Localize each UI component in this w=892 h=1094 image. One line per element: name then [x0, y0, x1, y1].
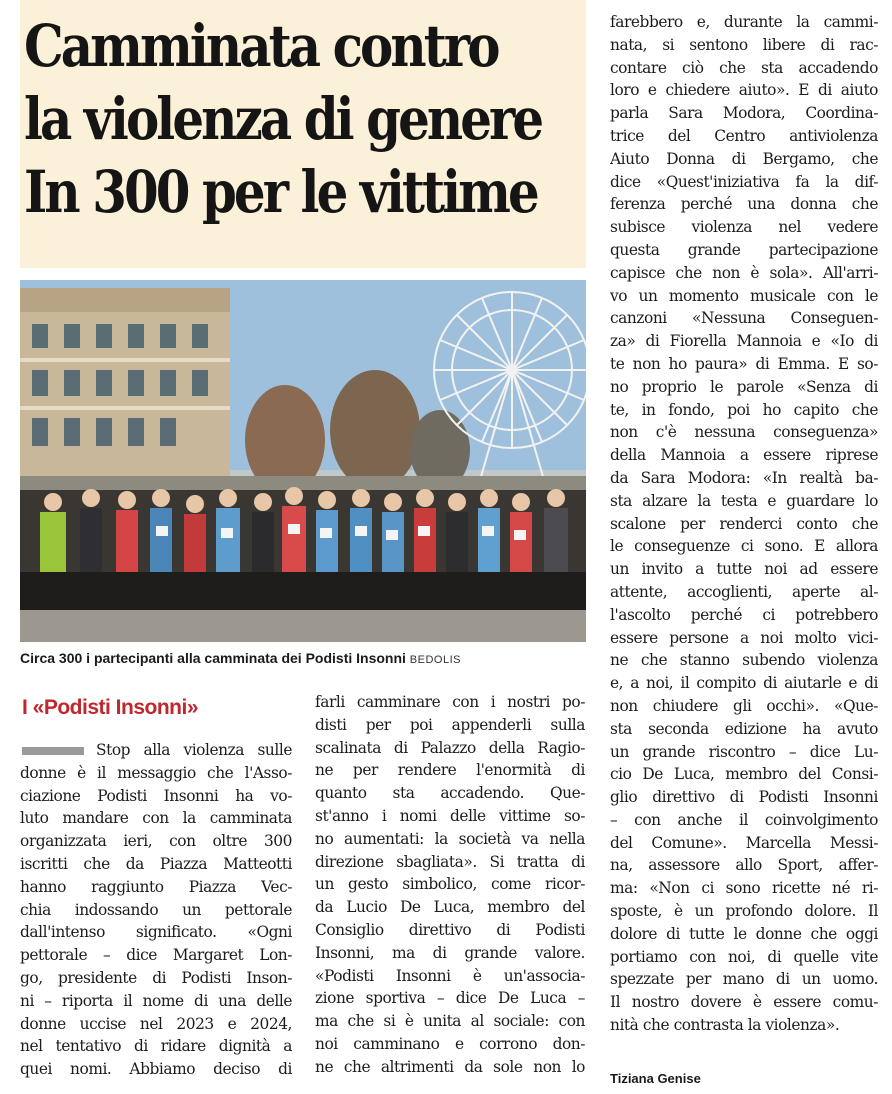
column-line: ferenza perché una donna che — [610, 195, 878, 214]
column-line: scalone per renderci conto che — [610, 514, 878, 533]
column-line: cio De Luca, membro del Consi- — [610, 765, 878, 784]
column-line: non c'è nessuna conseguenza» — [610, 423, 878, 442]
column-line: ni – riporta il nome di una delle — [20, 991, 292, 1010]
column-line: attente, accoglienti, aperte al- — [610, 582, 878, 601]
column-line: ne per rendere l'enormità di — [315, 761, 585, 780]
article-column-3 — [610, 11, 878, 1037]
column-line: direzione sbagliata». Si tratta di — [315, 852, 585, 871]
headline-line-1: Camminata contro — [24, 12, 498, 80]
column-line: un grande riscontro – dice Lu- — [610, 742, 878, 761]
column-line: na, assessore allo Sport, affer- — [610, 856, 878, 875]
author-signature: Tiziana Genise — [610, 1071, 701, 1086]
column-line: ne che stanno subendo violenza — [610, 651, 878, 670]
photo-caption — [20, 650, 590, 666]
column-line: l'ascolto perché ci potrebbero — [610, 605, 878, 624]
column-line: Stop alla violenza sulle — [96, 741, 292, 759]
column-line: ne che altrimenti da sole non lo — [315, 1057, 585, 1076]
column-line: essere persone a noi molto vici- — [610, 628, 878, 647]
column-line: te non ho paura» di Emma. E so- — [610, 354, 878, 373]
column-line: dice «Quest'iniziativa fa la dif- — [610, 172, 878, 191]
photo-credit: BEDOLIS — [409, 654, 461, 666]
column-line: zione sportiva – dice De Luca – — [315, 989, 585, 1008]
column-line: dolore di tutte le donne che oggi — [610, 924, 878, 943]
column-line: donne uccise nel 2023 e 2024, — [20, 1014, 292, 1033]
column-line: no proprio le parole «Senza di — [610, 377, 878, 396]
column-line: da Lucio De Luca, membro del — [315, 898, 585, 917]
column-line: un gesto simbolico, come ricor- — [315, 875, 585, 894]
column-line: un invito a tutte noi ad essere — [610, 560, 878, 579]
column-line: nità che contrasta la violenza». — [610, 1016, 840, 1035]
article-column-1 — [20, 739, 292, 1081]
column-line: e, a noi, il compito di aiutarle e di — [610, 674, 878, 693]
headline-line-2: la violenza di genere — [24, 85, 542, 153]
column-line: canzoni «Nessuna Conseguen- — [610, 309, 878, 328]
column-line: te, in fondo, poi ho capito che — [610, 400, 878, 419]
column-line: Insonni, ma di grande valore. — [315, 943, 585, 962]
headline-line-3: In 300 per le vittime — [24, 158, 537, 226]
column-line: farebbero e, durante la cammi- — [610, 13, 878, 31]
column-line: sta seconda edizione ha avuto — [610, 719, 878, 738]
column-line: organizzata ieri, con oltre 300 — [20, 832, 292, 851]
column-line: le conseguenze ci sono. E allora — [610, 537, 878, 556]
column-line: non chiudere gli occhi». «Que- — [610, 696, 878, 715]
column-line: trice del Centro antiviolenza — [610, 126, 878, 145]
column-line: ma che si è unita al sociale: con — [315, 1012, 585, 1031]
column-line: donne è il messaggio che l'Asso- — [20, 763, 292, 782]
column-line: luto mandare con la camminata — [20, 809, 292, 828]
column-line: quanto sta accadendo. Que- — [315, 784, 585, 803]
column-line: no aumentati: la società va nella — [315, 829, 585, 848]
column-line: pettorale – dice Margaret Lon- — [20, 946, 292, 965]
column-line: parla Sara Modora, Coordina- — [610, 104, 878, 123]
column-line: – con anche il coinvolgimento — [610, 810, 878, 829]
photo-illustration — [20, 280, 586, 642]
column-line: contare ciò che sta accadendo — [610, 58, 878, 77]
column-line: scalinata di Palazzo della Ragio- — [315, 738, 585, 757]
column-line: sta alzare la testa e guardare lo — [610, 491, 878, 510]
column-line: subisce violenza nel vedere — [610, 218, 878, 237]
column-line: del Comune». Marcella Messi- — [610, 833, 878, 852]
column-line: quei nomi. Abbiamo deciso di — [20, 1060, 292, 1079]
column-line: questa grande partecipazione — [610, 240, 878, 259]
column-line: disti per poi appenderli sulla — [315, 715, 585, 734]
column-line: portiamo con noi, di quelle vite — [610, 947, 878, 966]
column-line: nata, si sentono libere di rac- — [610, 35, 878, 54]
column-line: noi camminano e corrono don- — [315, 1034, 585, 1053]
article-photo — [20, 280, 586, 642]
column-line: chia indossando un pettorale — [20, 900, 292, 919]
column-line: Il nostro dovere è essere comu- — [610, 993, 878, 1012]
column-line: loro e chiedere aiuto». E di aiuto — [610, 81, 878, 100]
column-line: ma: «Non ci sono ricette né ri- — [610, 879, 878, 898]
section-title: I «Podisti Insonni» — [22, 696, 199, 719]
column-line: Consiglio direttivo di Podisti — [315, 920, 585, 939]
column-line: st'anno i nomi delle vittime so- — [315, 806, 585, 825]
column-line: Aiuto Donna di Bergamo, che — [610, 149, 878, 168]
caption-text: Circa 300 i partecipanti alla camminata dei Podisti Insonni — [20, 650, 406, 666]
article-column-2 — [315, 691, 585, 1079]
column-line: dall'intenso significato. «Ogni — [20, 923, 292, 942]
column-line: da Sara Modora: «In realtà ba- — [610, 468, 878, 487]
column-line: ciazione Podisti Insonni ha vo- — [20, 786, 292, 805]
column-line: nel tentativo di ridare dignità a — [20, 1037, 292, 1056]
headline — [24, 10, 542, 229]
column-line: della Mannoia a essere riprese — [610, 446, 878, 465]
column-line: glio direttivo di Podisti Insonni — [610, 788, 878, 807]
column-line: spezzate per mano di un uomo. — [610, 970, 878, 989]
column-line: za» di Fiorella Mannoia e «Io di — [610, 332, 878, 351]
column-line: sposte, è un profondo dolore. Il — [610, 902, 878, 921]
column-line: iscritti che da Piazza Matteotti — [20, 854, 292, 873]
column-line: farli camminare con i nostri po- — [315, 693, 585, 711]
column-line: go, presidente di Podisti Inson- — [20, 968, 292, 987]
column-line: «Podisti Insonni è un'associa- — [315, 966, 585, 985]
column-line: hanno raggiunto Piazza Vec- — [20, 877, 292, 896]
column-line: capisce che non è sola». All'arri- — [610, 263, 878, 282]
column-line: vo un momento musicale con le — [610, 286, 878, 305]
